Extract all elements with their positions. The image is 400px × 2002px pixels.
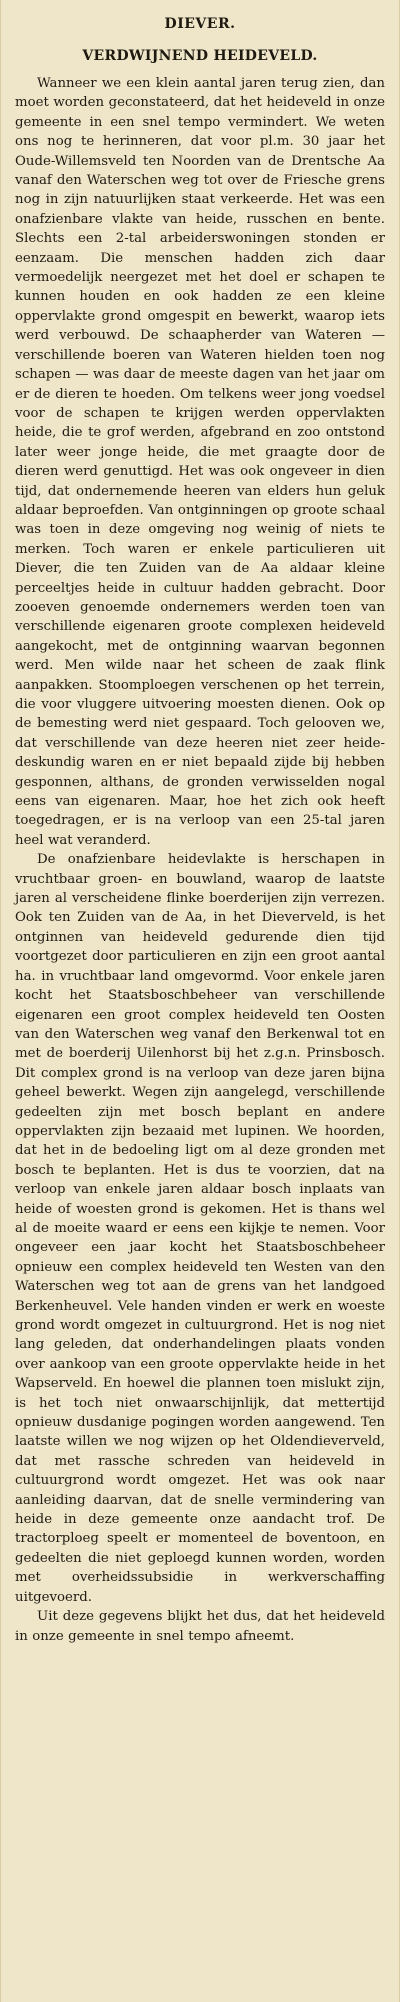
article-paragraph: Uit deze gegevens blijkt het dus, dat het heideveld in onze gemeente in snel tempo afneemt.: [15, 1609, 385, 1644]
article-headline: VERDWIJNEND HEIDEVELD.: [82, 48, 318, 64]
article-paragraph: Wanneer we een klein aantal jaren terug zien, dan moet worden geconstateerd, dat het heideveld in onze gemeente in een snel tempo vermindert. We weten ons nog te herinneren, dat voor pl.m. 30 jaar het Oude-Willemsveld ten Noorden van de Drentsche Aa vanaf den Waterschen weg tot over de Friesche grens nog in zijn natuurlijken staat verkeerde. Het was een onafzienbare vlakte van heide, russchen en bente. Slechts een 2-tal arbeiderswoningen stonden er eenzaam. Die menschen hadden zich daar vermoedelijk neergezet met het doel er schapen te kunnen houden en ook hadden ze een kleine oppervlakte grond omgespit en bewerkt, waarop iets werd verbouwd. De schaapherder van Wateren — verschillende boeren van Wateren hielden toen nog schapen — was daar de meeste dagen van het jaar om er de dieren te hoeden. Om telkens weer jong voedsel voor de schapen te krijgen werden oppervlakten heide, die te grof werden, afgebrand en zoo ontstond later weer jonge heide, die met graagte door de dieren werd genuttigd. Het was ook ongeveer in dien tijd, dat ondernemende heeren van elders hun geluk aldaar beproefden. Van ontginningen op groote schaal was toen in deze omgeving nog weinig of niets te merken. Toch waren er enkele particulieren uit Diever, die ten Zuiden van de Aa aldaar kleine perceeltjes heide in cultuur hadden gebracht. Door zooeven genoemde ondernemers werden toen van verschillende eigenaren groote complexen heideveld aangekocht, met de ontginning waarvan begonnen werd. Men wilde naar het scheen de zaak flink aanpakken. Stoomploegen verschenen op het terrein, die voor vluggere uitvoering moesten dienen. Ook op de bemesting werd niet gespaard. Toch gelooven we, dat verschillende van deze heeren niet zeer heide-deskundig waren en er niet bepaald zijde bij hebben gesponnen, althans, de gronden verwisselden nogal eens van eigenaren. Maar, hoe het zich ook heeft toegedragen, er is na verloop van een 25-tal jaren heel wat veranderd.: [15, 76, 385, 848]
article-place: DIEVER.: [164, 16, 236, 32]
article-body: [15, 74, 385, 1646]
article-paragraph: De onafzienbare heidevlakte is herschapen in vruchtbaar groen- en bouwland, waarop de laatste jaren al verscheidene flinke boerderijen zijn verrezen. Ook ten Zuiden van de Aa, in het Dieverveld, is het ontginnen van heideveld gedurende dien tijd voortgezet door particulieren en zijn een groot aantal ha. in vruchtbaar land omgevormd. Voor enkele jaren kocht het Staatsboschbeheer van verschillende eigenaren een groot complex heideveld ten Oosten van den Waterschen weg vanaf den Berkenwal tot en met de boerderij Uilenhorst bij het z.g.n. Prinsbosch. Dit complex grond is na verloop van deze jaren bijna geheel bewerkt. Wegen zijn aangelegd, verschillende gedeelten zijn met bosch beplant en andere oppervlakten zijn bezaaid met lupinen. We hoorden, dat het in de bedoeling ligt om al deze gronden met bosch te beplanten. Het is dus te voorzien, dat na verloop van enkele jaren aldaar bosch inplaats van heide of woesten grond is gekomen. Het is thans wel al de moeite waard er eens een kijkje te nemen. Voor ongeveer een jaar kocht het Staatsboschbeheer opnieuw een complex heideveld ten Westen van den Waterschen weg tot aan de grens van het landgoed Berkenheuvel. Vele handen vinden er werk en woeste grond wordt omgezet in cultuurgrond. Het is nog niet lang geleden, dat onderhandelingen plaats vonden over aankoop van een groote oppervlakte heide in het Wapserveld. En hoewel die plannen toen mislukt zijn, is het toch niet onwaarschijnlijk, dat mettertijd opnieuw dusdanige pogingen worden aangewend. Ten laatste willen we nog wijzen op het Oldendieverveld, dat met rassche schreden van heideveld in cultuurgrond wordt omgezet. Het was ook naar aanleiding daarvan, dat de snelle vermindering van heide in deze gemeente onze aandacht trof. De tractorploeg speelt er momenteel de boventoon, en gedeelten die niet geploegd kunnen worden, worden met overheidssubsidie in werkverschaffing uitgevoerd.: [15, 852, 385, 1605]
